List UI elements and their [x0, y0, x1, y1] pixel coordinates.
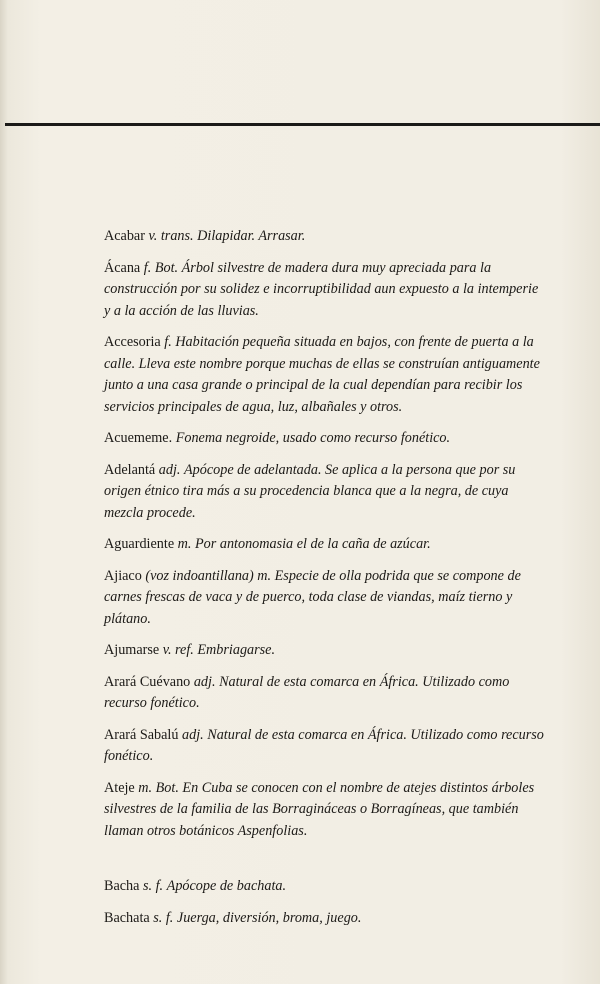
entry-definition: Embriagarse.	[197, 642, 276, 658]
glossary-entry	[104, 534, 544, 556]
entry-definition: Dilapidar. Arrasar.	[197, 228, 306, 244]
entry-headword: Acuememe.	[104, 430, 173, 446]
entry-headword: Ácana	[104, 259, 141, 276]
glossary-entry	[104, 460, 544, 525]
entry-headword: Accesoria	[104, 334, 161, 350]
entry-grammar: adj.	[158, 461, 181, 478]
entry-headword: Bacha	[104, 878, 140, 894]
header-rule	[5, 123, 600, 126]
entry-definition: Especie de olla podrida que se compone de carnes frescas de vaca y de puerco, toda clase de viandas, maíz tierno y plátano.	[104, 567, 521, 627]
entry-headword: Acabar	[104, 228, 145, 244]
glossary-entry	[104, 672, 544, 715]
entry-grammar: m. Bot.	[138, 779, 179, 796]
glossary-entry	[104, 876, 544, 898]
glossary-entry	[104, 908, 544, 930]
glossary-entry	[104, 258, 544, 323]
entry-headword: Bachata	[104, 909, 150, 926]
entries-letter-a	[104, 226, 544, 842]
entry-grammar: adj.	[193, 673, 216, 690]
letter-gap	[104, 852, 544, 876]
entry-definition: Natural de esta comarca en África. Utilizado como recurso fonético.	[104, 726, 544, 764]
glossary-entry	[104, 566, 544, 631]
glossary-entry	[104, 725, 544, 768]
glossary-entries	[104, 226, 544, 939]
entry-grammar: s. f.	[153, 909, 174, 926]
entry-definition: Habitación pequeña situada en bajos, con frente de puerta a la calle. Lleva este nombre porque muchas de ellas se construían antiguamente junto a una casa grande o principal de la cual dependían para recibir los servicios principales de agua, luz, albañales y otros.	[104, 334, 540, 415]
entry-grammar: s. f.	[143, 878, 164, 894]
entry-definition: Fonema negroide, usado como recurso fonético.	[175, 430, 451, 446]
entry-definition: Juerga, diversión, broma, juego.	[176, 909, 362, 926]
entry-grammar: (voz indoantillana) m.	[145, 567, 272, 584]
entry-definition: En Cuba se conocen con el nombre de atejes distintos árboles silvestres de la familia de las Borragináceas o Borragíneas, que también llaman otros botánicos Aspenfolias.	[104, 779, 535, 839]
entry-headword: Adelantá	[104, 461, 156, 478]
entry-headword: Ajumarse	[104, 642, 160, 658]
entry-definition: Árbol silvestre de madera dura muy apreciada para la construcción por su solidez e incorruptibilidad aun expuesto a la intemperie y a la acción de las lluvias.	[104, 259, 539, 319]
entry-grammar: f.	[164, 334, 172, 350]
entries-letter-b	[104, 876, 544, 929]
glossary-entry	[104, 778, 544, 843]
entry-grammar: f. Bot.	[143, 259, 179, 276]
glossary-entry	[104, 332, 544, 418]
entry-headword: Arará Cuévano	[104, 673, 191, 690]
entry-headword: Aguardiente	[104, 536, 175, 552]
entry-headword: Arará Sabalú	[104, 726, 179, 743]
glossary-entry	[104, 640, 544, 662]
entry-definition: Apócope de adelantada. Se aplica a la persona que por su origen étnico tira más a su procedencia blanca que a la negra, de cuya mezcla procede.	[104, 461, 516, 521]
entry-grammar: v. ref.	[162, 642, 194, 658]
entry-definition: Natural de esta comarca en África. Utilizado como recurso fonético.	[104, 673, 510, 711]
entry-definition: Apócope de bachata.	[166, 878, 287, 894]
entry-grammar: v. trans.	[148, 228, 194, 244]
glossary-entry	[104, 226, 544, 248]
entry-headword: Ajiaco	[104, 567, 142, 584]
entry-grammar: m.	[177, 536, 192, 552]
entry-grammar: adj.	[182, 726, 204, 743]
entry-definition: Por antonomasia el de la caña de azúcar.	[195, 536, 431, 552]
entry-headword: Ateje	[104, 779, 135, 796]
glossary-entry	[104, 428, 544, 450]
